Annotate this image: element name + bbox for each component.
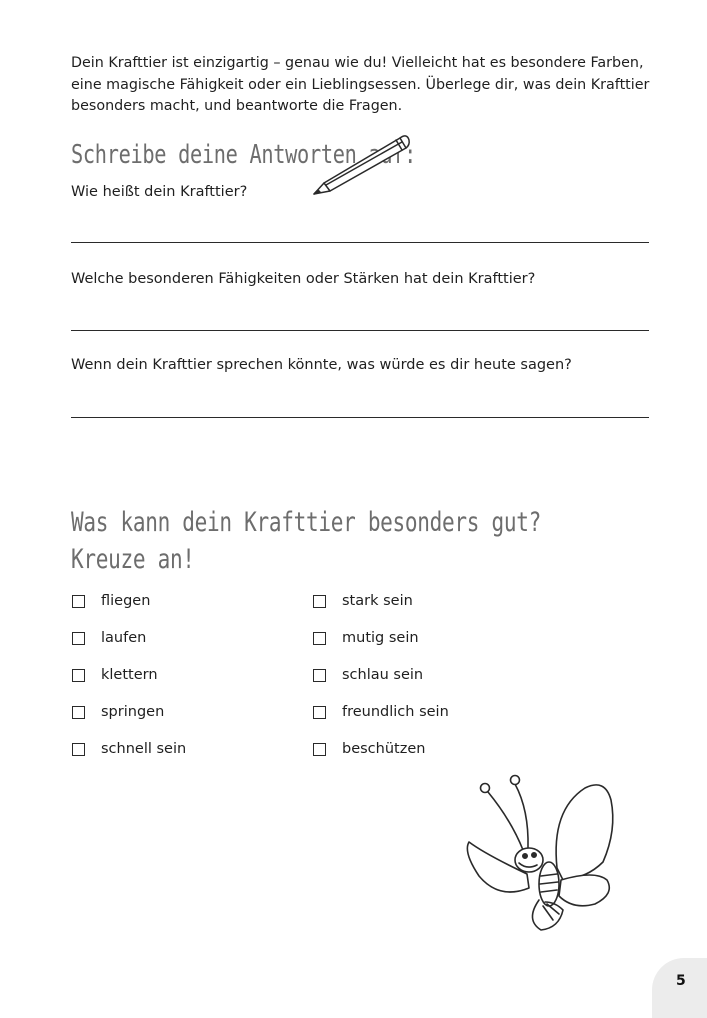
option-label: klettern — [101, 667, 158, 683]
section-heading-checklist — [71, 504, 541, 578]
checklist-heading-line-1: Was kann dein Krafttier besonders gut? — [71, 507, 541, 538]
checkbox-icon[interactable] — [313, 743, 326, 756]
option-label: schlau sein — [342, 667, 424, 683]
question-abilities: Welche besonderen Fähigkeiten oder Stärken hat dein Krafttier? — [71, 271, 536, 287]
checkbox-icon[interactable] — [72, 595, 85, 608]
option-label: fliegen — [101, 593, 151, 609]
option-label: laufen — [101, 630, 147, 646]
option-fliegen[interactable] — [72, 593, 150, 609]
pencil-icon — [308, 128, 414, 198]
option-beschuetzen[interactable] — [313, 741, 425, 757]
option-label: springen — [101, 704, 165, 720]
checkbox-icon[interactable] — [72, 632, 85, 645]
option-label: schnell sein — [101, 741, 187, 757]
butterfly-illustration — [455, 770, 635, 940]
option-laufen[interactable] — [72, 630, 146, 646]
checkbox-icon[interactable] — [72, 706, 85, 719]
checkbox-icon[interactable] — [313, 706, 326, 719]
answer-line-abilities[interactable] — [71, 330, 649, 331]
section-heading-answers: Schreibe deine Antworten auf: — [71, 140, 417, 170]
question-message: Wenn dein Krafttier sprechen könnte, was würde es dir heute sagen? — [71, 357, 572, 373]
checkbox-icon[interactable] — [313, 632, 326, 645]
option-freundlich-sein[interactable] — [313, 704, 449, 720]
option-stark-sein[interactable] — [313, 593, 413, 609]
checklist-heading-line-2: Kreuze an! — [71, 544, 195, 575]
question-name: Wie heißt dein Krafttier? — [71, 184, 248, 200]
option-label: mutig sein — [342, 630, 419, 646]
checkbox-icon[interactable] — [313, 669, 326, 682]
option-label: stark sein — [342, 593, 413, 609]
option-schnell-sein[interactable] — [72, 741, 186, 757]
checkbox-icon[interactable] — [72, 669, 85, 682]
option-klettern[interactable] — [72, 667, 158, 683]
option-springen[interactable] — [72, 704, 164, 720]
option-label: freundlich sein — [342, 704, 449, 720]
intro-paragraph: Dein Krafttier ist einzigartig – genau wie du! Vielleicht hat es besondere Farben, eine magische Fähigkeit oder ein Lieblingsessen. Überlege dir, was dein Krafttier besonders macht, und beantworte die Fragen. — [71, 55, 650, 114]
checkbox-icon[interactable] — [72, 743, 85, 756]
answer-line-message[interactable] — [71, 417, 649, 418]
option-schlau-sein[interactable] — [313, 667, 423, 683]
option-mutig-sein[interactable] — [313, 630, 419, 646]
page-number: 5 — [676, 973, 686, 989]
answer-line-name[interactable] — [71, 242, 649, 243]
option-label: beschützen — [342, 741, 426, 757]
checkbox-icon[interactable] — [313, 595, 326, 608]
